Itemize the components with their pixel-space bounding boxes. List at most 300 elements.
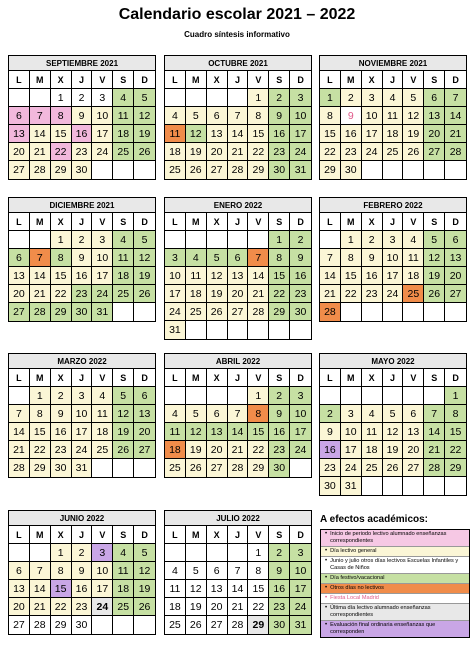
day-cell: 25 [165,161,186,179]
day-cell: 14 [445,107,466,125]
day-cell: 28 [30,161,51,179]
month-7 [164,353,312,478]
legend-item [321,584,469,594]
day-cell: 13 [134,405,155,423]
empty-cell [9,89,30,107]
day-cell: 24 [290,143,311,161]
day-cell: 5 [134,544,155,562]
day-cell: 5 [383,405,404,423]
empty-cell [341,303,362,321]
weekday-header: X [207,71,228,89]
empty-cell [228,544,249,562]
day-cell: 27 [403,459,424,477]
day-cell: 30 [269,459,290,477]
day-cell: 1 [51,231,72,249]
weekday-header: D [290,213,311,231]
day-cell: 27 [207,161,228,179]
weekday-header: D [134,526,155,544]
day-cell: 9 [51,405,72,423]
legend-item-label: Inicio de periodo lectivo alumnado enseñanzas correspondientes [330,531,447,544]
day-cell: 21 [228,598,249,616]
day-cell: 21 [445,125,466,143]
day-cell: 12 [134,249,155,267]
empty-cell [9,544,30,562]
empty-cell [134,616,155,634]
day-cell: 12 [134,562,155,580]
day-cell: 16 [269,580,290,598]
empty-cell [362,477,383,495]
day-cell: 3 [92,544,113,562]
weekday-header: X [51,369,72,387]
day-cell: 26 [186,616,207,634]
day-cell: 13 [9,580,30,598]
day-cell: 9 [269,405,290,423]
day-cell: 27 [445,285,466,303]
month-header: NOVIEMBRE 2021 [320,56,466,71]
day-cell: 26 [186,459,207,477]
weekday-header: V [92,369,113,387]
day-cell: 16 [341,125,362,143]
weekday-header: S [424,71,445,89]
weekday-header: S [269,71,290,89]
day-cell: 7 [30,107,51,125]
month-header: FEBRERO 2022 [320,198,466,213]
weekday-header: J [228,526,249,544]
month-4 [164,197,312,340]
day-cell: 14 [320,267,341,285]
day-cell: 21 [30,285,51,303]
weekday-header: V [92,213,113,231]
month-header: MAYO 2022 [320,354,466,369]
legend-item-label: Evaluación final ordinaria enseñanzas que corresponden [330,622,436,635]
day-cell: 16 [72,267,93,285]
day-cell: 22 [51,598,72,616]
day-cell: 9 [269,107,290,125]
month-days-grid [9,71,155,179]
day-cell: 24 [72,441,93,459]
weekday-header: L [320,71,341,89]
day-cell: 26 [134,143,155,161]
weekday-header: X [51,71,72,89]
empty-cell [228,231,249,249]
day-cell: 29 [269,303,290,321]
day-cell: 25 [113,143,134,161]
day-cell: 12 [186,125,207,143]
weekday-header: S [269,369,290,387]
day-cell: 21 [9,441,30,459]
month-days-grid [165,71,311,179]
day-cell: 4 [186,249,207,267]
weekday-header: J [383,71,404,89]
day-cell: 28 [228,616,249,634]
empty-cell [207,387,228,405]
weekday-header: M [186,526,207,544]
weekday-header: D [290,71,311,89]
day-cell: 28 [445,143,466,161]
day-cell: 14 [424,423,445,441]
empty-cell [30,89,51,107]
day-cell: 18 [113,125,134,143]
day-cell: 20 [424,125,445,143]
day-cell: 3 [290,89,311,107]
day-cell: 10 [341,423,362,441]
weekday-header: D [445,71,466,89]
day-cell: 25 [165,616,186,634]
day-cell: 25 [403,285,424,303]
day-cell: 11 [362,423,383,441]
empty-cell [30,544,51,562]
day-cell: 11 [165,125,186,143]
day-cell: 3 [383,231,404,249]
legend-item [321,594,469,604]
day-cell: 11 [113,107,134,125]
legend-item-label: Fiesta Local Madrid [330,595,379,601]
day-cell: 8 [320,107,341,125]
bullet-icon: • [325,558,328,564]
day-cell: 8 [51,249,72,267]
empty-cell [228,321,249,339]
weekday-header: L [320,369,341,387]
day-cell: 15 [341,267,362,285]
day-cell: 29 [51,161,72,179]
day-cell: 24 [290,598,311,616]
day-cell: 25 [383,143,404,161]
day-cell: 14 [228,423,249,441]
empty-cell [228,387,249,405]
day-cell: 28 [248,303,269,321]
month-header: JUNIO 2022 [9,511,155,526]
bullet-icon: • [325,585,328,591]
day-cell: 9 [290,249,311,267]
day-cell: 1 [30,387,51,405]
day-cell: 6 [9,562,30,580]
day-cell: 26 [134,285,155,303]
legend-item [321,530,469,547]
day-cell: 10 [290,107,311,125]
month-header: ABRIL 2022 [165,354,311,369]
empty-cell [186,387,207,405]
empty-cell [445,161,466,179]
day-cell: 3 [290,387,311,405]
weekday-header: X [362,213,383,231]
weekday-header: V [403,71,424,89]
empty-cell [383,477,404,495]
empty-cell [30,231,51,249]
day-cell: 28 [228,459,249,477]
day-cell: 29 [445,459,466,477]
weekday-header: M [186,71,207,89]
weekday-header: J [72,369,93,387]
weekday-header: S [424,213,445,231]
day-cell: 12 [113,405,134,423]
day-cell: 5 [134,231,155,249]
day-cell: 17 [383,267,404,285]
day-cell: 13 [9,267,30,285]
empty-cell [113,616,134,634]
day-cell: 24 [383,285,404,303]
legend-item-label: Junio y julio otros días lectivos Escuelas Infantiles y Casas de Niños [330,558,459,571]
empty-cell [403,303,424,321]
empty-cell [207,89,228,107]
empty-cell [403,387,424,405]
empty-cell [165,231,186,249]
day-cell: 17 [362,125,383,143]
day-cell: 4 [113,544,134,562]
day-cell: 2 [269,544,290,562]
day-cell: 20 [9,598,30,616]
day-cell: 18 [362,441,383,459]
month-8 [319,353,467,496]
month-1 [164,55,312,180]
day-cell: 13 [9,125,30,143]
day-cell: 9 [72,562,93,580]
weekday-header: S [424,369,445,387]
weekday-header: J [72,526,93,544]
day-cell: 8 [51,107,72,125]
day-cell: 4 [92,387,113,405]
day-cell: 13 [445,249,466,267]
legend-item-label: Otros días no lectivos [330,585,384,591]
legend-item [321,557,469,574]
day-cell: 22 [248,143,269,161]
day-cell: 13 [207,423,228,441]
weekday-header: J [383,213,404,231]
day-cell: 11 [165,423,186,441]
bullet-icon: • [325,622,328,628]
day-cell: 8 [269,249,290,267]
day-cell: 25 [186,303,207,321]
day-cell: 3 [341,405,362,423]
day-cell: 24 [290,441,311,459]
day-cell: 10 [362,107,383,125]
day-cell: 7 [445,89,466,107]
day-cell: 20 [403,441,424,459]
empty-cell [320,231,341,249]
weekday-header: L [9,369,30,387]
day-cell: 23 [72,598,93,616]
empty-cell [362,161,383,179]
empty-cell [113,303,134,321]
empty-cell [92,161,113,179]
day-cell: 27 [9,616,30,634]
day-cell: 14 [9,423,30,441]
day-cell: 1 [248,387,269,405]
day-cell: 13 [403,423,424,441]
day-cell: 6 [9,249,30,267]
day-cell: 10 [92,562,113,580]
day-cell: 24 [165,303,186,321]
day-cell: 17 [72,423,93,441]
weekday-header: S [269,526,290,544]
month-days-grid [320,369,466,495]
month-days-grid [165,213,311,339]
day-cell: 22 [269,285,290,303]
day-cell: 19 [186,441,207,459]
day-cell: 12 [424,249,445,267]
day-cell: 4 [383,89,404,107]
weekday-header: D [290,369,311,387]
legend-item [321,604,469,621]
day-cell: 8 [248,107,269,125]
month-header: OCTUBRE 2021 [165,56,311,71]
empty-cell [383,387,404,405]
month-days-grid [165,369,311,477]
day-cell: 18 [165,441,186,459]
weekday-header: J [228,71,249,89]
day-cell: 2 [341,89,362,107]
day-cell: 16 [269,423,290,441]
day-cell: 29 [51,303,72,321]
day-cell: 13 [228,267,249,285]
empty-cell [113,161,134,179]
month-header: ENERO 2022 [165,198,311,213]
day-cell: 19 [186,143,207,161]
day-cell: 18 [113,267,134,285]
day-cell: 7 [30,562,51,580]
day-cell: 6 [228,249,249,267]
day-cell: 7 [30,249,51,267]
empty-cell [92,459,113,477]
page-title: Calendario escolar 2021 – 2022 [118,6,356,23]
day-cell: 30 [72,161,93,179]
day-cell: 5 [186,405,207,423]
day-cell: 23 [290,285,311,303]
empty-cell [341,387,362,405]
day-cell: 11 [113,249,134,267]
day-cell: 13 [424,107,445,125]
day-cell: 1 [51,544,72,562]
day-cell: 7 [320,249,341,267]
day-cell: 19 [207,285,228,303]
day-cell: 27 [9,161,30,179]
day-cell: 23 [51,441,72,459]
month-days-grid [320,71,466,179]
bullet-icon: • [325,605,328,611]
day-cell: 1 [51,89,72,107]
day-cell: 17 [290,580,311,598]
empty-cell [424,477,445,495]
day-cell: 3 [362,89,383,107]
weekday-header: X [362,71,383,89]
day-cell: 7 [228,562,249,580]
day-cell: 24 [362,143,383,161]
weekday-header: V [403,369,424,387]
day-cell: 21 [30,143,51,161]
day-cell: 1 [269,231,290,249]
empty-cell [362,303,383,321]
legend-item [321,547,469,557]
legend-item-label: Día lectivo general [330,548,377,554]
day-cell: 20 [445,267,466,285]
month-header: JULIO 2022 [165,511,311,526]
empty-cell [9,231,30,249]
weekday-header: M [186,213,207,231]
weekday-header: M [30,71,51,89]
empty-cell [134,303,155,321]
day-cell: 23 [341,143,362,161]
weekday-header: S [113,369,134,387]
day-cell: 16 [290,267,311,285]
weekday-header: M [30,369,51,387]
day-cell: 30 [72,616,93,634]
empty-cell [165,544,186,562]
weekday-header: L [165,71,186,89]
weekday-header: M [30,526,51,544]
day-cell: 18 [383,125,404,143]
day-cell: 20 [207,598,228,616]
day-cell: 7 [9,405,30,423]
day-cell: 9 [362,249,383,267]
legend [320,514,470,638]
day-cell: 31 [92,303,113,321]
day-cell: 2 [72,89,93,107]
weekday-header: X [362,369,383,387]
weekday-header: L [165,213,186,231]
day-cell: 18 [165,143,186,161]
weekday-header: D [445,213,466,231]
month-days-grid [9,526,155,634]
day-cell: 26 [403,143,424,161]
day-cell: 2 [72,231,93,249]
day-cell: 15 [51,580,72,598]
day-cell: 30 [72,303,93,321]
bullet-icon: • [325,575,328,581]
day-cell: 23 [72,143,93,161]
weekday-header: L [165,369,186,387]
day-cell: 19 [403,125,424,143]
day-cell: 31 [290,161,311,179]
day-cell: 9 [269,562,290,580]
day-cell: 8 [248,405,269,423]
weekday-header: J [228,369,249,387]
empty-cell [424,161,445,179]
month-days-grid [165,526,311,634]
day-cell: 12 [207,267,228,285]
day-cell: 19 [134,125,155,143]
empty-cell [403,161,424,179]
day-cell: 15 [248,423,269,441]
day-cell: 15 [445,423,466,441]
day-cell: 15 [51,125,72,143]
empty-cell [92,616,113,634]
day-cell: 21 [424,441,445,459]
month-0 [8,55,156,180]
day-cell: 15 [248,125,269,143]
day-cell: 27 [134,441,155,459]
day-cell: 10 [72,405,93,423]
empty-cell [445,303,466,321]
empty-cell [134,459,155,477]
day-cell: 28 [320,303,341,321]
empty-cell [424,303,445,321]
day-cell: 25 [165,459,186,477]
day-cell: 16 [72,125,93,143]
day-cell: 20 [228,285,249,303]
day-cell: 15 [248,580,269,598]
day-cell: 21 [248,285,269,303]
day-cell: 10 [290,405,311,423]
day-cell: 25 [92,441,113,459]
day-cell: 20 [207,143,228,161]
day-cell: 3 [92,89,113,107]
weekday-header: V [403,213,424,231]
day-cell: 6 [207,107,228,125]
empty-cell [362,387,383,405]
day-cell: 29 [248,459,269,477]
day-cell: 22 [30,441,51,459]
day-cell: 22 [51,285,72,303]
day-cell: 28 [424,459,445,477]
